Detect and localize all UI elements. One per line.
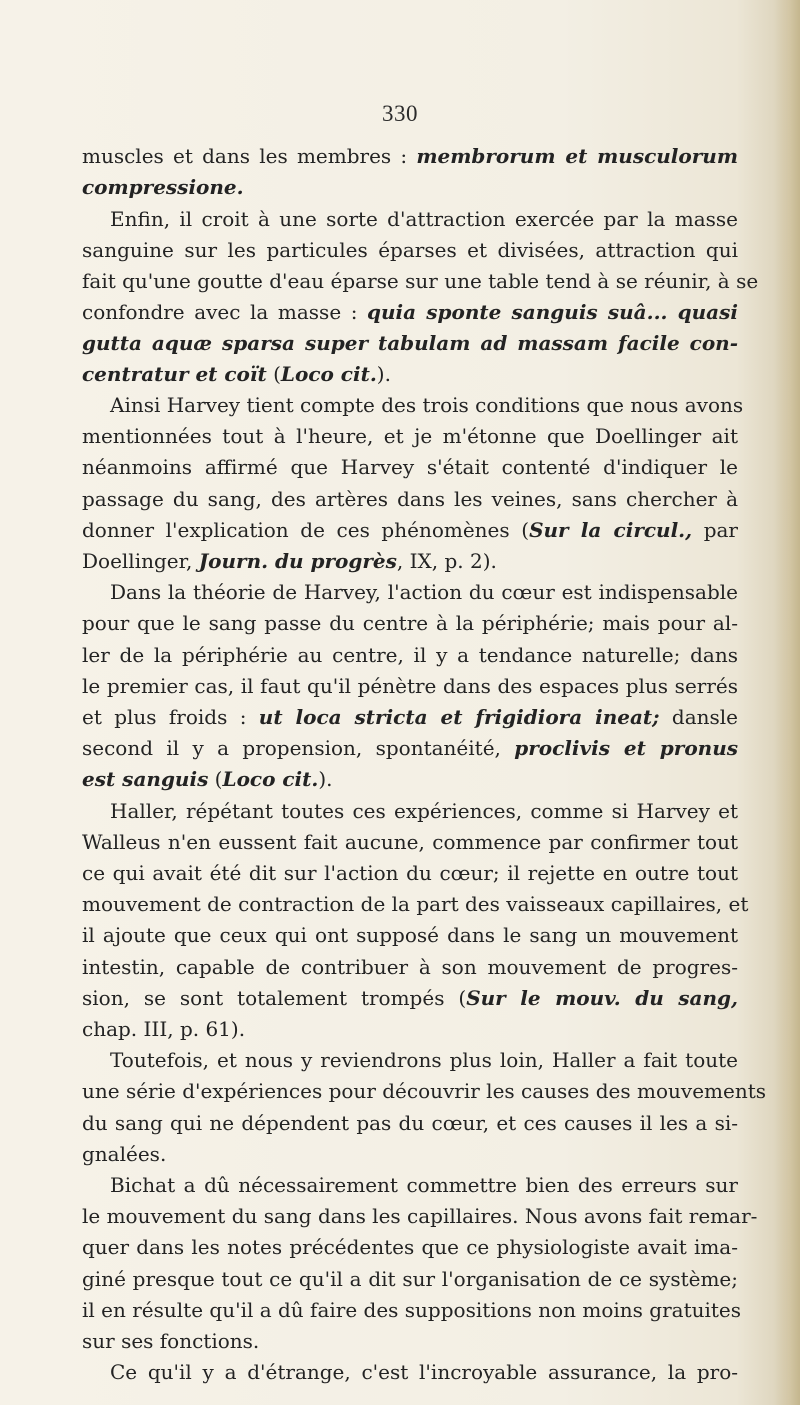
text-line: Ce qu'il y a d'étrange, c'est l'incroyable assurance, la pro- (110, 1360, 738, 1384)
text-line: est sanguis (Loco cit.). (82, 767, 333, 791)
text-line: et plus froids : ut loca stricta et frigidiora ineat; dansle (82, 705, 738, 729)
text-line: Toutefois, et nous y reviendrons plus loin, Haller a fait toute (110, 1048, 738, 1072)
text-line: compressione. (82, 175, 244, 199)
text-line: Walleus n'en eussent fait aucune, commence par confirmer tout (82, 830, 738, 854)
text-line: second il y a propension, spontanéité, proclivis et pronus (82, 736, 738, 760)
text-line: sanguine sur les particules éparses et divisées, attraction qui (82, 238, 738, 262)
text-line: chap. III, p. 61). (82, 1017, 246, 1041)
page-edge-shadow (774, 0, 800, 1405)
text-line: gutta aquæ sparsa super tabulam ad massam facile con- (82, 331, 738, 355)
text-line: muscles et dans les membres : membrorum et musculorum (82, 144, 738, 168)
text-line: intestin, capable de contribuer à son mouvement de progres- (82, 955, 738, 979)
text-line: ce qui avait été dit sur l'action du cœur; il rejette en outre tout (82, 861, 738, 885)
text-line: le premier cas, il faut qu'il pénètre dans des espaces plus serrés (82, 674, 738, 698)
text-line: du sang qui ne dépendent pas du cœur, et ces causes il les a si- (82, 1111, 738, 1135)
text-line: Ainsi Harvey tient compte des trois conditions que nous avons (110, 393, 744, 417)
text-line: pour que le sang passe du centre à la périphérie; mais pour al- (82, 611, 738, 635)
text-line: Bichat a dû nécessairement commettre bien des erreurs sur (110, 1173, 738, 1197)
text-line: giné presque tout ce qu'il a dit sur l'organisation de ce système; (82, 1267, 738, 1291)
text-line: gnalées. (82, 1142, 167, 1166)
text-line: ler de la périphérie au centre, il y a tendance naturelle; dans (82, 643, 738, 667)
text-line: le mouvement du sang dans les capillaires. Nous avons fait remar- (82, 1204, 758, 1228)
text-line: sion, se sont totalement trompés (Sur le mouv. du sang, (82, 986, 738, 1010)
text-line: confondre avec la masse : quia sponte sanguis suâ... quasi (82, 300, 738, 324)
text-line: centratur et coït (Loco cit.). (82, 362, 391, 386)
text-line: il ajoute que ceux qui ont supposé dans le sang un mouvement (82, 923, 738, 947)
text-line: sur ses fonctions. (82, 1329, 260, 1353)
text-line: Haller, répétant toutes ces expériences, comme si Harvey et (110, 799, 738, 823)
text-line: quer dans les notes précédentes que ce physiologiste avait ima- (82, 1235, 738, 1259)
text-line: il en résulte qu'il a dû faire des suppositions non moins gratuites (82, 1298, 742, 1322)
text-line: donner l'explication de ces phénomènes (Sur la circul., par (82, 518, 738, 542)
text-line: mouvement de contraction de la part des vaisseaux capillaires, et (82, 892, 749, 916)
text-line: mentionnées tout à l'heure, et je m'étonne que Doellinger ait (82, 424, 738, 448)
text-line: passage du sang, des artères dans les veines, sans chercher à (82, 487, 738, 511)
text-line: une série d'expériences pour découvrir les causes des mouvements (82, 1079, 767, 1103)
text-line: fait qu'une goutte d'eau éparse sur une table tend à se réunir, à se (82, 269, 759, 293)
page-number: 330 (382, 101, 418, 126)
text-line: Enfin, il croit à une sorte d'attraction exercée par la masse (110, 207, 738, 231)
text-line: Dans la théorie de Harvey, l'action du cœur est indispensable (110, 580, 738, 604)
text-line: Doellinger, Journ. du progrès, IX, p. 2). (82, 549, 497, 573)
text-line: néanmoins affirmé que Harvey s'était contenté d'indiquer le (82, 455, 738, 479)
